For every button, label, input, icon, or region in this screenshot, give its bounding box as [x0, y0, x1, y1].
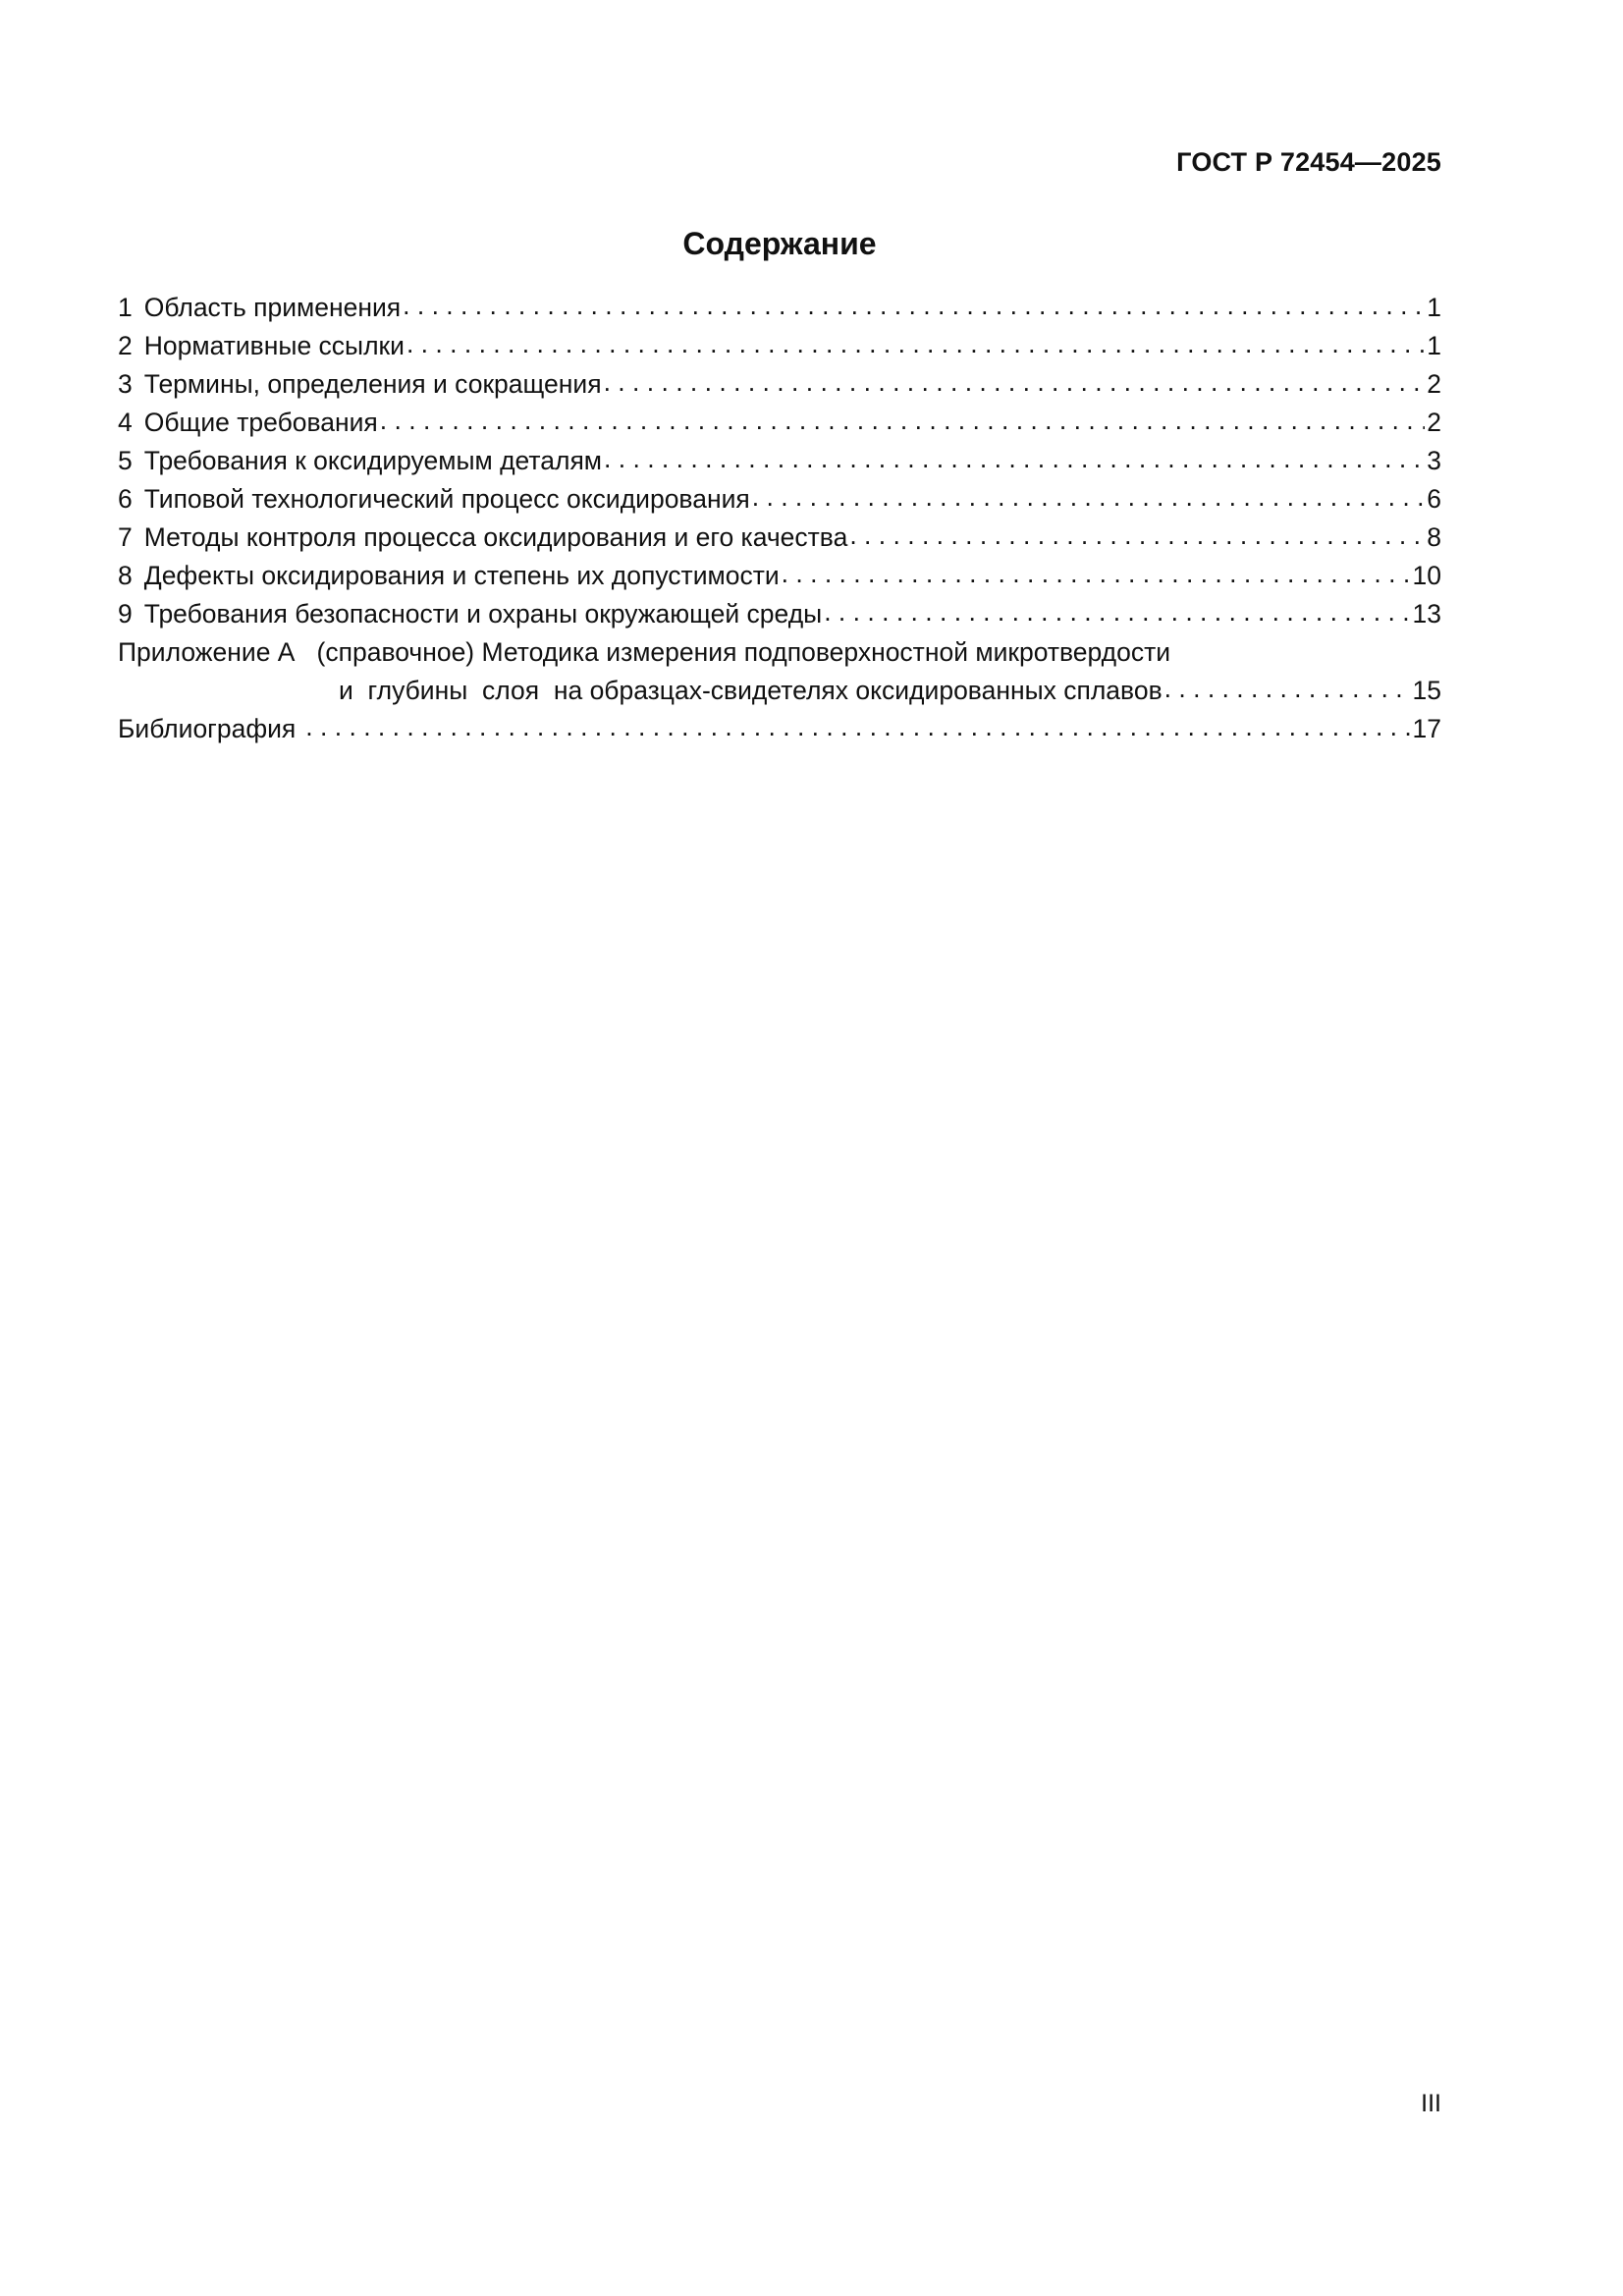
- toc-appendix-a-line1[interactable]: [118, 637, 1441, 676]
- toc-entry-page: 2: [1427, 408, 1441, 437]
- toc-leader-dots: [849, 520, 1425, 551]
- toc-entry-label: Методы контроля процесса оксидирования и его качества: [143, 522, 848, 552]
- toc-entry-number: 7: [118, 522, 133, 552]
- toc-appendix-label: Приложение А (справочное) Методика измерения подповерхностной микротвердости: [118, 637, 1171, 667]
- toc-entry-label: Область применения: [143, 293, 402, 322]
- toc-entry-number: 6: [118, 484, 133, 514]
- toc-leader-dots: [1164, 674, 1411, 704]
- toc-entry-8[interactable]: [118, 561, 1441, 599]
- toc-entry-9[interactable]: [118, 599, 1441, 637]
- toc-leader-dots: [604, 367, 1426, 398]
- toc-entry-6[interactable]: [118, 484, 1441, 522]
- toc-entry-page: 10: [1412, 561, 1441, 590]
- toc-entry-label: Дефекты оксидирования и степень их допустимости: [143, 561, 780, 590]
- toc-entry-3[interactable]: [118, 369, 1441, 408]
- toc-entry-number: 5: [118, 446, 133, 475]
- toc-leader-dots: [403, 291, 1425, 321]
- toc-entry-page: 2: [1427, 369, 1441, 399]
- toc-leader-dots: [604, 444, 1425, 474]
- toc-entry-label: Требования безопасности и охраны окружающей среды: [143, 599, 823, 629]
- toc-entry-page: 13: [1412, 599, 1441, 629]
- toc-entry-label: Нормативные ссылки: [143, 331, 405, 360]
- toc-appendix-label-cont: и глубины слоя на образцах-свидетелях оксидированных сплавов: [339, 676, 1163, 705]
- toc-entry-label: Общие требования: [143, 408, 378, 437]
- toc-entry-page: 17: [1412, 714, 1441, 743]
- toc-leader-dots: [380, 406, 1425, 436]
- toc-entry-page: 1: [1427, 331, 1441, 360]
- toc-leader-dots: [305, 712, 1410, 742]
- toc-appendix-a-line2[interactable]: [118, 676, 1441, 714]
- toc-leader-dots: [782, 559, 1411, 589]
- toc-entry-2[interactable]: [118, 331, 1441, 369]
- toc-bibliography-label: Библиография: [118, 714, 297, 743]
- toc-entry-number: 2: [118, 331, 133, 360]
- toc-entry-number: 1: [118, 293, 133, 322]
- toc-entry-page: 3: [1427, 446, 1441, 475]
- toc-entry-page: 1: [1427, 293, 1441, 322]
- toc-entry-page: 8: [1427, 522, 1441, 552]
- page-number: III: [1421, 2090, 1441, 2117]
- toc-entry-page: 6: [1427, 484, 1441, 514]
- toc-entry-number: 3: [118, 369, 133, 399]
- toc-entry-label: Требования к оксидируемым деталям: [143, 446, 603, 475]
- toc-entry-1[interactable]: [118, 293, 1441, 331]
- toc-title: Содержание: [682, 226, 877, 261]
- table-of-contents: [118, 293, 1441, 752]
- toc-bibliography[interactable]: [118, 714, 1441, 752]
- toc-leader-dots: [824, 597, 1410, 628]
- toc-entry-number: 9: [118, 599, 133, 629]
- toc-entry-label: Термины, определения и сокращения: [143, 369, 602, 399]
- toc-entry-page: 15: [1412, 676, 1441, 705]
- toc-entry-5[interactable]: [118, 446, 1441, 484]
- document-code: ГОСТ Р 72454—2025: [1176, 147, 1441, 177]
- toc-entry-4[interactable]: [118, 408, 1441, 446]
- toc-entry-number: 8: [118, 561, 133, 590]
- toc-entry-number: 4: [118, 408, 133, 437]
- toc-entry-label: Типовой технологический процесс оксидирования: [143, 484, 750, 514]
- toc-leader-dots: [752, 482, 1426, 513]
- toc-leader-dots: [406, 329, 1425, 359]
- toc-entry-7[interactable]: [118, 522, 1441, 561]
